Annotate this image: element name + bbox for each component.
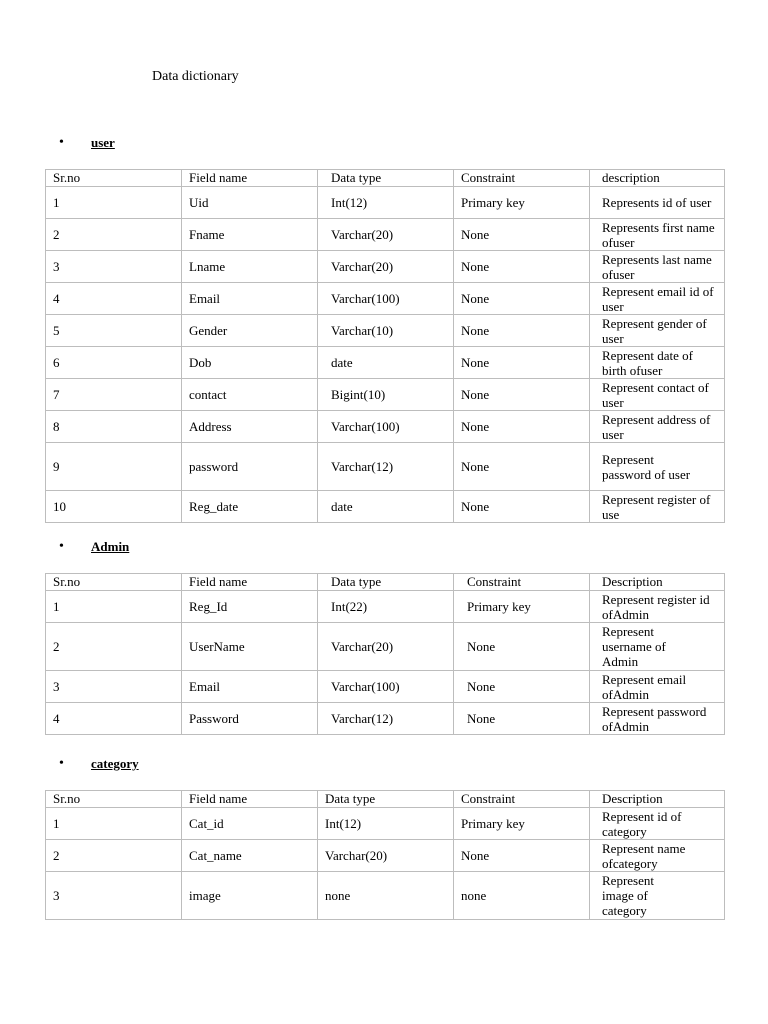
cell-field: Cat_id	[182, 808, 318, 840]
cell-description: Represent address of user	[590, 411, 725, 443]
cell-description	[590, 872, 725, 920]
header-cell: Data type	[318, 791, 454, 808]
cell-constraint: None	[454, 671, 590, 703]
cell-type: Bigint(10)	[318, 379, 454, 411]
cell-srno: 1	[46, 187, 182, 219]
table-row	[46, 187, 725, 219]
cell-field: UserName	[182, 623, 318, 671]
cell-srno: 7	[46, 379, 182, 411]
cell-srno: 8	[46, 411, 182, 443]
table-row	[46, 283, 725, 315]
cell-description: Represent date of birth ofuser	[590, 347, 725, 379]
category-table	[45, 790, 725, 920]
cell-description: Represents id of user	[590, 187, 725, 219]
bullet-icon: •	[59, 539, 64, 554]
cell-field: Password	[182, 703, 318, 735]
cell-constraint: None	[454, 703, 590, 735]
cell-type: Varchar(12)	[318, 703, 454, 735]
cell-field: Reg_date	[182, 491, 318, 523]
cell-field: Lname	[182, 251, 318, 283]
cell-field: Fname	[182, 219, 318, 251]
cell-type: Varchar(20)	[318, 251, 454, 283]
cell-constraint: Primary key	[454, 187, 590, 219]
cell-srno: 6	[46, 347, 182, 379]
cell-srno: 4	[46, 283, 182, 315]
table-row	[46, 411, 725, 443]
cell-description: Represent register id ofAdmin	[590, 591, 725, 623]
table-row	[46, 379, 725, 411]
section-heading-admin	[59, 539, 129, 555]
header-cell: Constraint	[454, 574, 590, 591]
header-cell: Description	[590, 791, 725, 808]
description-text: Represent email ofAdmin	[602, 671, 687, 702]
header-cell: Field name	[182, 170, 318, 187]
cell-field: Cat_name	[182, 840, 318, 872]
table-row	[46, 623, 725, 671]
table-row	[46, 808, 725, 840]
table-row	[46, 840, 725, 872]
cell-constraint: None	[454, 840, 590, 872]
cell-srno: 4	[46, 703, 182, 735]
section-heading-category	[59, 756, 139, 772]
header-cell: Field name	[182, 791, 318, 808]
table-row	[46, 671, 725, 703]
description-text: Represent password of user	[602, 451, 691, 482]
table-row	[46, 443, 725, 491]
header-cell: Data type	[318, 574, 454, 591]
header-cell: Sr.no	[46, 791, 182, 808]
description-text: Represent username of Admin	[602, 624, 666, 669]
table-row	[46, 251, 725, 283]
cell-description: Represent contact of user	[590, 379, 725, 411]
cell-field: contact	[182, 379, 318, 411]
section-label: category	[91, 756, 139, 771]
cell-constraint: None	[454, 219, 590, 251]
header-cell: Data type	[318, 170, 454, 187]
cell-constraint: None	[454, 443, 590, 491]
cell-constraint: Primary key	[454, 591, 590, 623]
cell-constraint: None	[454, 347, 590, 379]
table-row	[46, 219, 725, 251]
cell-type: Varchar(100)	[318, 671, 454, 703]
cell-field: Uid	[182, 187, 318, 219]
section-label: user	[91, 135, 115, 150]
cell-type: Varchar(20)	[318, 840, 454, 872]
header-cell: Field name	[182, 574, 318, 591]
cell-type: Varchar(12)	[318, 443, 454, 491]
cell-type: Varchar(10)	[318, 315, 454, 347]
cell-description: Represent id of category	[590, 808, 725, 840]
cell-description: Represent register of use	[590, 491, 725, 523]
table-row	[46, 315, 725, 347]
table-row	[46, 347, 725, 379]
header-cell: Description	[590, 574, 725, 591]
cell-field: password	[182, 443, 318, 491]
cell-type: none	[318, 872, 454, 920]
cell-constraint: None	[454, 379, 590, 411]
cell-constraint: None	[454, 623, 590, 671]
cell-srno: 2	[46, 840, 182, 872]
cell-field: Gender	[182, 315, 318, 347]
cell-constraint: None	[454, 491, 590, 523]
table-row	[46, 491, 725, 523]
cell-field: Dob	[182, 347, 318, 379]
cell-type: Varchar(20)	[318, 219, 454, 251]
cell-srno: 3	[46, 671, 182, 703]
section-label: Admin	[91, 539, 130, 554]
cell-srno: 1	[46, 591, 182, 623]
cell-constraint: none	[454, 872, 590, 920]
bullet-icon: •	[59, 756, 64, 771]
cell-type: Int(22)	[318, 591, 454, 623]
cell-field: Email	[182, 283, 318, 315]
cell-type: Int(12)	[318, 187, 454, 219]
cell-description: Represent email id of user	[590, 283, 725, 315]
cell-description: Represent password ofAdmin	[590, 703, 725, 735]
cell-constraint: None	[454, 411, 590, 443]
table-row	[46, 703, 725, 735]
admin-table	[45, 573, 725, 735]
bullet-icon: •	[59, 135, 64, 150]
cell-field: Address	[182, 411, 318, 443]
header-cell: Sr.no	[46, 574, 182, 591]
cell-description: Represent gender of user	[590, 315, 725, 347]
cell-srno: 3	[46, 872, 182, 920]
cell-srno: 10	[46, 491, 182, 523]
cell-srno: 9	[46, 443, 182, 491]
user-table	[45, 169, 725, 523]
cell-srno: 5	[46, 315, 182, 347]
cell-constraint: None	[454, 251, 590, 283]
table-header-row	[46, 170, 725, 187]
cell-srno: 3	[46, 251, 182, 283]
cell-field: Email	[182, 671, 318, 703]
cell-description	[590, 671, 725, 703]
cell-constraint: Primary key	[454, 808, 590, 840]
page-title: Data dictionary	[152, 69, 239, 84]
header-cell: Sr.no	[46, 170, 182, 187]
cell-field: image	[182, 872, 318, 920]
cell-type: date	[318, 491, 454, 523]
cell-description	[590, 623, 725, 671]
cell-type: Varchar(100)	[318, 283, 454, 315]
cell-description: Represents last name ofuser	[590, 251, 725, 283]
header-cell: Constraint	[454, 791, 590, 808]
table-header-row	[46, 791, 725, 808]
cell-srno: 2	[46, 219, 182, 251]
header-cell: Constraint	[454, 170, 590, 187]
cell-constraint: None	[454, 315, 590, 347]
cell-description: Represents first name ofuser	[590, 219, 725, 251]
cell-type: Int(12)	[318, 808, 454, 840]
description-text: Represent name ofcategory	[602, 840, 686, 871]
description-text: Represent image of category	[602, 873, 654, 918]
cell-description	[590, 443, 725, 491]
table-row	[46, 591, 725, 623]
section-heading-user	[59, 135, 115, 151]
cell-srno: 1	[46, 808, 182, 840]
cell-type: Varchar(100)	[318, 411, 454, 443]
cell-description	[590, 840, 725, 872]
cell-field: Reg_Id	[182, 591, 318, 623]
cell-type: Varchar(20)	[318, 623, 454, 671]
header-cell: description	[590, 170, 725, 187]
table-row	[46, 872, 725, 920]
cell-constraint: None	[454, 283, 590, 315]
table-header-row	[46, 574, 725, 591]
cell-srno: 2	[46, 623, 182, 671]
cell-type: date	[318, 347, 454, 379]
